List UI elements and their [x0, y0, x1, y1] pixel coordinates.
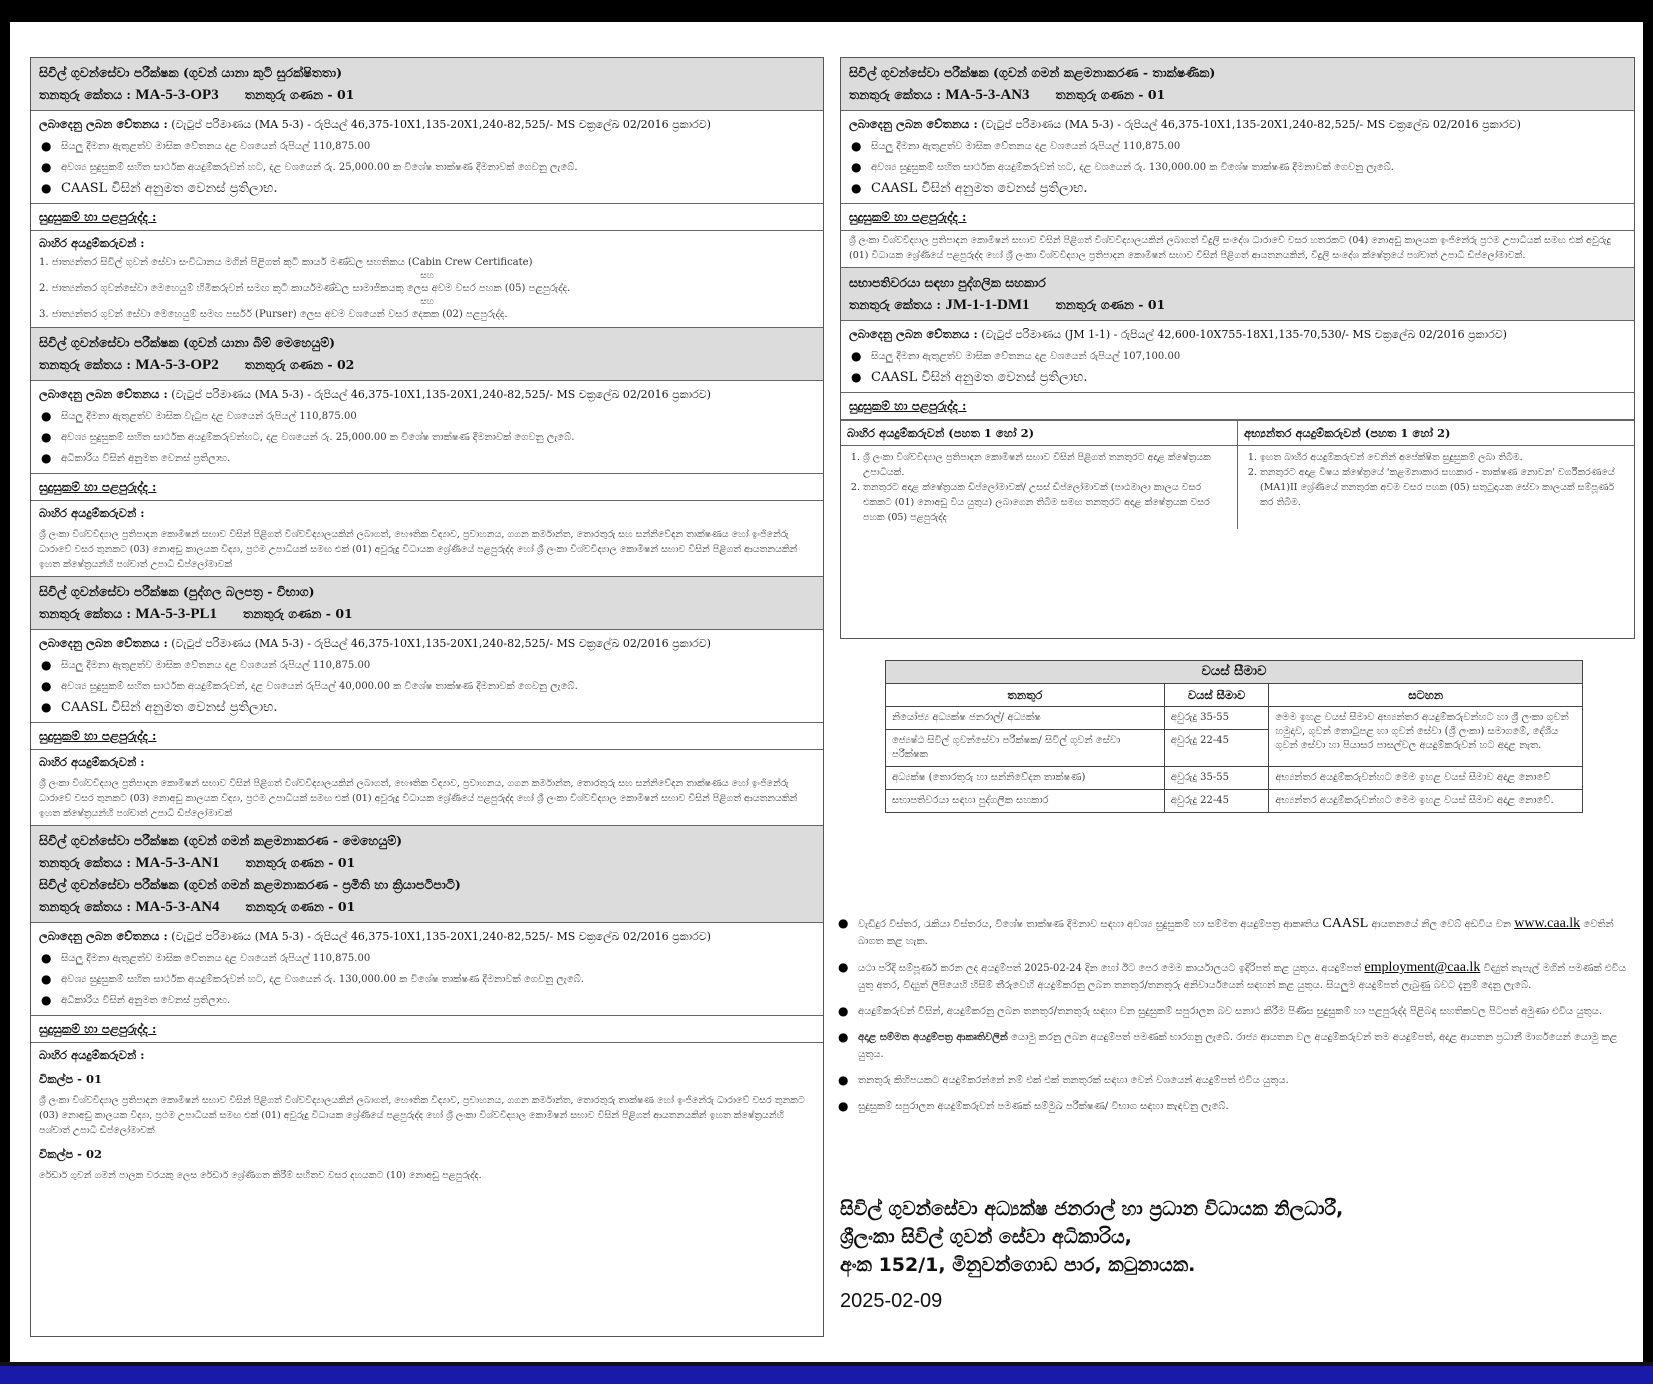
- external-list: [841, 446, 1237, 529]
- post-count: 01: [336, 87, 355, 102]
- section-header: [31, 826, 823, 923]
- note-item: ● අයදුම්කරුවන් විසින්, අයදුම්කරනු ලබන තනතුර/තනතුරු සඳහා වන සුදුසුකම් සපුරාලන බව සනාථ කිරීම පිණිස සුදුසුකම් හා පළපුරුද්ද පිළිබඳ සහතිකවල පිටපත් අමුණා එවිය යුතුය.: [838, 1003, 1628, 1020]
- code-label: තනතුරු කේතය :: [39, 855, 132, 870]
- option-1-heading: විකල්ප - 01: [39, 1072, 102, 1086]
- separator-and: සහ: [420, 297, 434, 307]
- post-code: MA-5-3-PL1: [135, 606, 218, 622]
- post-count: 01: [1147, 87, 1166, 102]
- benefit-list: [841, 346, 1634, 392]
- salary-label: ලබාදෙනු ලබන වේතනය :: [39, 117, 168, 131]
- post-count: 01: [1147, 297, 1166, 312]
- section-ground-operations: [31, 328, 823, 577]
- code-label: තනතුරු කේතය :: [849, 297, 942, 312]
- benefit-item: ● අධිකාරිය විසින් අනුමත වෙනස් ප්‍රතිලාභ.: [39, 990, 815, 1011]
- website-link[interactable]: www.caa.lk: [1514, 916, 1581, 931]
- table-row: [886, 767, 1583, 790]
- qualifications-heading: සුදුසුකම් හා පළපුරුද්ද :: [841, 392, 1634, 420]
- note-item: ● යථා පරිදි සම්පූර්ණ කරන ලද අයදුම්පත් 2025-02-24 දින හෝ ඊට පෙර මෙම කාර්යාලයට ඉදිරිපත් කළ යුතුය. අයදුම්පත් employment@caa.lk විද්‍යුත් තැපැල් මගින් පමණක් එවිය යුතු අතර, විද්‍යුත් ලිපියෙහි හිසිම් තීරුවෙහි අයදුම්කරනු ලබන තනතුර/තනතුරු අනිවාර්යයෙන් සඳහන් කළ යුතුය. සියලුම අයදුම්පත් ලැබුණු බවට දැනුම් දෙනු ලැබේ.: [838, 959, 1628, 994]
- option-2-paragraph: රේඩාර් ගුවන් ගමන් පාලක වරයකු ලෙස රේඩාර් ශ්‍රේණිගත කිරීම් සහිතව වසර දහයකට (10) නොඅඩු පළපුරුද්ද.: [39, 1170, 482, 1181]
- benefit-item: ● සියලු දීමනා ඇතුළත්ව මාසික වේතනය දළ වශයෙන් රුපියල් 110,875.00: [39, 655, 815, 676]
- section-header: [841, 268, 1634, 321]
- benefit-item: ● CAASL විසින් අනුමත වෙනස් ප්‍රතිලාභ.: [39, 178, 815, 199]
- post-count: 01: [337, 855, 356, 870]
- benefit-item: ● CAASL විසින් අනුමත වෙනස් ප්‍රතිලාභ.: [39, 697, 815, 718]
- count-label: තනතුරු ගණන -: [243, 606, 331, 621]
- qualifications-heading: සුදුසුකම් හා පළපුරුද්ද :: [31, 473, 823, 501]
- external-item: 2. තනතුරට අදාළ ක්ෂේත්‍රයක ඩිප්ලෝමාවක්/ උසස් ඩිප්ලෝමාවක් (පාඨමාලා කාලය වසර එකකට (01) නොඅඩු විය යුතුය) ලබාගෙන තිබීම සමඟ තනතුරට අදාළ ක්ෂේත්‍රයක වසර පහක (05) පළපුරුද්ද: [863, 480, 1231, 525]
- note-item: ● අදාළ සම්මත අයදුම්පත්‍ර ආකෘතිවලින් යොමු කරනු ලබන අයදුම්පත් පමණක් භාරගනු ලැබේ. රාජ්‍ය ආයතන වල අයදුම්කරුවන් තම අයදුම්පත්, අදාළ ආයතන ප්‍රධානී මාර්ගයෙන් යොමු කළ යුතුය.: [838, 1029, 1628, 1063]
- table-row: [886, 707, 1583, 730]
- section-title: සිවිල් ගුවන්සේවා පරීක්ෂක (ගුවන් යානා කුටි සුරක්ෂිතතා): [39, 65, 343, 80]
- table-cell: අවුරුදු 35-55: [1164, 767, 1269, 790]
- signature-line: අංක 152/1, මිනුවන්ගොඩ පාර, කටුනායක.: [840, 1254, 1196, 1276]
- benefit-item: ● අවශ්‍ය සුදුසුකම් සහිත සාර්ථක අයදුම්කරුවන් හට, දළ වශයෙන් රු. 130,000.00 ක විශේෂ තාක්ෂණ දීමනාවක් ගෙවනු ලැබේ.: [39, 969, 815, 990]
- benefit-item: ● අවශ්‍ය සුදුසුකම් සහිත සාර්ථක අයදුම්කරුවන් හට, දළ වශයෙන් රු. 25,000.00 ක විශේෂ තාක්ෂණ දීමනාවක් ගෙවනු ලැබේ.: [39, 157, 815, 178]
- salary-line: [31, 111, 823, 136]
- option-1-paragraph: ශ්‍රී ලංකා විශ්වවිද්‍යාල ප්‍රතිපාදන කොමිෂන් සභාව විසින් පිළිගත් විශ්වවිද්‍යාලයකින් ලබාගත්, භෞතික විද්‍යාව, ප්‍රවාහනය, ගගන කර්මාන්ත, තොරතුරු තාක්ෂණ හෝ ඉංජිනේරු ධාරාවේ වසර තුනකට (03) නොඅඩු කාලයක විද්‍යා, ප්‍රථම උපාධියක් සමඟ එක් (01) අවුරුදු විධායක ශ්‍රේණියේ පළපුරුද්ද හෝ ශ්‍රී ලංකා විශ්වවිද්‍යාල කොමිෂන් සභාව විසින් පිළිගත් ආයතනයකින් ඉහත ක්ෂේත්‍රයන්හි පශ්චාත් උපාධි ඩිප්ලෝමාවක්: [39, 1095, 805, 1136]
- section-header: [841, 58, 1634, 111]
- table-cell: අභ්‍යන්තර අයදුම්කරුවන්හට මෙම ඉහළ වයස් සීමාව අදාළ නොවේ.: [1269, 790, 1583, 813]
- count-label: තනතුරු ගණන -: [245, 855, 334, 870]
- count-label: තනතුරු ගණන -: [244, 357, 333, 372]
- option-2-heading: විකල්ප - 02: [39, 1147, 102, 1161]
- table-cell: සභාපතිවරයා සඳහා පුද්ගලික සහකාර: [886, 790, 1165, 813]
- salary-label: ලබාදෙනු ලබන වේතනය :: [39, 636, 168, 650]
- internal-heading: අභ්‍යන්තර අයදුම්කරුවන් (පහත 1 හෝ 2): [1238, 421, 1634, 446]
- left-column: [30, 57, 824, 1337]
- qualifications-heading: සුදුසුකම් හා පළපුරුද්ද :: [31, 1015, 823, 1043]
- post-code: MA-5-3-OP2: [135, 357, 219, 373]
- benefit-item: ● අවශ්‍ය සුදුසුකම් සහිත සාර්ථක අයදුම්කරුවන්, දළ වශයෙන් රුපියල් 40,000.00 ක විශේෂ තාක්ෂණ දීමනාවක් ගෙවනු ලැබේ.: [39, 676, 815, 697]
- note-item: ● තනතුරු කිහිපයකට අයදුම්කරන්නේ නම් එක් එක් තනතුරක් සඳහා වෙන් වශයෙන් අයදුම්පත් එවිය යුතුය.: [838, 1072, 1628, 1089]
- code-label: තනතුරු කේතය :: [39, 357, 132, 372]
- benefit-item: ● සියලු දීමනා ඇතුළත්ව මාසික වේතනය දළ වශයෙන් රුපියල් 110,875.00: [849, 136, 1626, 157]
- table-row: [886, 790, 1583, 813]
- qualifications-heading: සුදුසුකම් හා පළපුරුද්ද :: [31, 722, 823, 750]
- publish-date: 2025-02-09: [840, 1290, 943, 1312]
- section-title: සිවිල් ගුවන්සේවා පරීක්ෂක (ගුවන් ගමන් කළමනාකරණ - මෙහෙයුම්): [39, 833, 403, 848]
- salary-text: (වැටුප් පරිමාණය (MA 5-3) - රුපියල් 46,375-10X1,135-20X1,240-82,525/- MS චක්‍රලේඛ 02/2016 ප්‍රකාරව): [981, 118, 1521, 131]
- section-air-navigation: [31, 826, 823, 1187]
- benefit-item: ● සියලු දීමනා ඇතුළත්ව මාසික වේතනය දළ වශයෙන් රුපියල් 107,100.00: [849, 346, 1626, 367]
- benefit-item: ● CAASL විසින් අනුමත වෙනස් ප්‍රතිලාභ.: [849, 367, 1626, 388]
- external-heading: බාහිර අයදුම්කරුවන් (පහත 1 හෝ 2): [841, 421, 1237, 446]
- salary-line: [841, 111, 1634, 136]
- signature-block: [840, 1195, 1343, 1279]
- age-limit-table: [885, 660, 1583, 813]
- post-code: MA-5-3-AN4: [135, 899, 220, 915]
- age-table-header: තනතුර: [886, 684, 1165, 707]
- benefit-item: ● සියලු දීමනා ඇතුළත්ව මාසික වැටුප දළ වශයෙන් රුපියල් 110,875.00: [39, 406, 815, 427]
- code-label: තනතුරු කේතය :: [849, 87, 942, 102]
- age-table-title: වයස් සීමාව: [886, 661, 1583, 684]
- count-label: තනතුරු ගණන -: [1055, 87, 1144, 102]
- separator-and: සහ: [420, 271, 434, 281]
- benefit-item: ● CAASL විසින් අනුමත වෙනස් ප්‍රතිලාභ.: [849, 178, 1626, 199]
- post-code: MA-5-3-AN1: [135, 855, 220, 871]
- signature-line: ශ්‍රීලංකා සිවිල් ගුවන් සේවා අධිකාරිය,: [840, 1226, 1132, 1248]
- internal-column: [1238, 421, 1634, 529]
- salary-line: [31, 923, 823, 948]
- salary-label: ලබාදෙනු ලබන වේතනය :: [39, 929, 168, 943]
- post-count: 01: [337, 899, 356, 914]
- table-cell: අවුරුදු 35-55: [1164, 707, 1269, 730]
- signature-line: සිවිල් ගුවන්සේවා අධ්‍යක්ෂ ජනරාල් හා ප්‍රධාන විධායක නිලධාරී,: [840, 1198, 1344, 1220]
- benefit-item: ● සියලු දීමනා ඇතුළත්ව මාසික වේතනය දළ වශයෙන් රුපියල් 110,875.00: [39, 948, 815, 969]
- section-header: [31, 58, 823, 111]
- salary-line: [841, 321, 1634, 346]
- qualification-paragraph: ශ්‍රී ලංකා විශ්වවිද්‍යාල ප්‍රතිපාදන කොමිෂන් සභාව විසින් පිළිගත් විශ්වවිද්‍යාලයකින් ලබාගත් විදුලි සංදේශ ධාරාවේ වසර හතරකට (04) නොඅඩු කාලයක ඉංජිනේරු ප්‍රථම උපාධියක් සමඟ එක් අවුරුදු (01) විධායක ශ්‍රේණියේ පළපුරුද්ද හෝ ශ්‍රී ලංකා විශ්වවිද්‍යාල ප්‍රතිපාදන කොමිෂන් සභාව විසින් පිළිගත් ආයතනයකින්, විදුලි සංදේශ ක්ෂේත්‍රයේ පශ්චාත් උපාධි ඩිප්ලෝමාවක්.: [849, 235, 1611, 261]
- qualification-item: 2. ජාත්‍යන්තර ගුවන්සේවා මෙහෙයුම් හිමිකරුවන් සමඟ කුටි කාර්යමණ්ඩල සාමාජිකයකු ලෙස අවම වසර පහක (05) පළපුරුද්ද.: [39, 283, 571, 294]
- qualification-paragraph: ශ්‍රී ලංකා විශ්වවිද්‍යාල ප්‍රතිපාදන කොමිෂන් සභාව විසින් පිළිගත් විශ්වවිද්‍යාලයකින් ලබාගත්, භෞතික විද්‍යාව, ප්‍රවාහනය, ගගන කර්මාන්ත, තොරතුරු සහ සන්නිවේදන තාක්ෂණය හෝ ඉංජිනේරු ධාරාවේ වසර තුනකට (03) නොඅඩු කාලයක විද්‍යා, ප්‍රථම උපාධියක් සමඟ එක් (01) අවුරුදු විධායක ශ්‍රේණියේ පළපුරුද්ද හෝ ශ්‍රී ලංකා විශ්වවිද්‍යාල කොමිෂන් සභාව විසින් පිළිගත් ආයතනයකින් ඉහත ක්ෂේත්‍රයන්හි පශ්චාත් උපාධි ඩිප්ලෝමාවක්: [39, 778, 798, 819]
- benefit-item: ● අවශ්‍ය සුදුසුකම් සහිත සාර්ථක අයදුම්කරුවන් හට, දළ වශයෙන් රු. 130,000.00 ක විශේෂ තාක්ෂණ දීමනාවක් ගෙවනු ලැබේ.: [849, 157, 1626, 178]
- salary-text: (වැටුප් පරිමාණය (MA 5-3) - රුපියල් 46,375-10X1,135-20X1,240-82,525/- MS චක්‍රලේඛ 02/2016 ප්‍රකාරව): [171, 118, 711, 131]
- email-link[interactable]: employment@caa.lk: [1364, 960, 1481, 975]
- caasl-text: CAASL: [1322, 916, 1369, 931]
- table-cell: අවුරුදු 22-45: [1164, 790, 1269, 813]
- section-atm-technical: [841, 58, 1634, 268]
- external-heading: බාහිර අයදුම්කරුවන් :: [39, 755, 145, 769]
- section-title: සිවිල් ගුවන්සේවා පරීක්ෂක (ගුවන් යානා බිම් මෙහෙයුම්): [39, 335, 336, 350]
- count-label: තනතුරු ගණන -: [1055, 297, 1144, 312]
- post-count: 02: [336, 357, 355, 372]
- external-heading: බාහිර අයදුම්කරුවන් :: [39, 506, 145, 520]
- qualification-list: [31, 255, 823, 327]
- code-label: තනතුරු කේතය :: [39, 87, 132, 102]
- section-title: සිවිල් ගුවන්සේවා පරීක්ෂක (පුද්ගල බලපත්‍ර - විභාග): [39, 584, 315, 599]
- internal-item: 1. ඉහත බාහිර අයදුම්කරුවන් වෙනින් අපේක්ෂිත සුදුසුකම් ලබා තිබීම.: [1260, 450, 1628, 465]
- benefit-item: ● සියලු දීමනා ඇතුළත්ව මාසික වේතනය දළ වශයෙන් රුපියල් 110,875.00: [39, 136, 815, 157]
- section-personal-assistant: [841, 268, 1634, 529]
- table-cell: නියෝජ්‍ය අධ්‍යක්ෂ ජනරාල්/ අධ්‍යක්ෂ: [886, 707, 1165, 730]
- benefit-item: ● අවශ්‍ය සුදුසුකම් සහිත සාර්ථක අයදුම්කරුවන්හට, දළ වශයෙන් රු. 25,000.00 ක විශේෂ තාක්ෂණ දීමනාවක් ගෙවනු ලැබේ.: [39, 427, 815, 448]
- salary-text: (වැටුප් පරිමාණය (MA 5-3) - රුපියල් 46,375-10X1,135-20X1,240-82,525/- MS චක්‍රලේඛ 02/2016 ප්‍රකාරව): [171, 637, 711, 650]
- count-label: තනතුරු ගණන -: [244, 87, 333, 102]
- qualifications-heading: සුදුසුකම් හා පළපුරුද්ද :: [31, 203, 823, 231]
- salary-text: (වැටුප් පරිමාණය (MA 5-3) - රුපියල් 46,375-10X1,135-20X1,240-82,525/- MS චක්‍රලේඛ 02/2016 ප්‍රකාරව): [171, 388, 711, 401]
- salary-text: (වැටුප් පරිමාණය (MA 5-3) - රුපියල් 46,375-10X1,135-20X1,240-82,525/- MS චක්‍රලේඛ 02/2016 ප්‍රකාරව): [171, 930, 711, 943]
- internal-list: [1238, 446, 1634, 514]
- age-table-header: සටහන: [1269, 684, 1583, 707]
- code-label: තනතුරු කේතය :: [39, 606, 132, 621]
- qualifications-heading: සුදුසුකම් හා පළපුරුද්ද :: [841, 203, 1634, 231]
- benefit-item: ● අධිකාරිය විසින් අනුමත වෙනස් ප්‍රතිලාභ.: [39, 448, 815, 469]
- section-header: [31, 328, 823, 381]
- age-table-header: වයස් සීමාව: [1164, 684, 1269, 707]
- salary-label: ලබාදෙනු ලබන වේතනය :: [849, 117, 978, 131]
- post-code: MA-5-3-AN3: [945, 87, 1030, 103]
- internal-item: 2. තනතුරට අදාළ විෂය ක්ෂේත්‍රයේ 'කළමනාකාර සහකාර - තාක්ෂණ නොවන' වර්ගීකරණයේ (MA1)II ශ්‍රේණියේ තනතුරක අවම වසර පහක (05) සතුටුදායක සේවා කාලයක් සම්පූර්ණ කර තිබීම.: [1260, 465, 1628, 510]
- section-title: සිවිල් ගුවන්සේවා පරීක්ෂක (ගුවන් ගමන් කළමනාකරණ - ප්‍රමිති හා ක්‍රියාපටිපාටි): [39, 877, 461, 892]
- salary-line: [31, 381, 823, 406]
- salary-text: (වැටුප් පරිමාණය (JM 1-1) - රුපියල් 42,600-10X755-18X1,135-70,530/- MS චක්‍රලේඛ 02/2016 ප්‍රකාරව): [981, 328, 1507, 341]
- qualification-two-column: [841, 420, 1634, 529]
- post-count: 01: [335, 606, 353, 621]
- section-header: [31, 577, 823, 630]
- benefit-list: [31, 655, 823, 722]
- section-cabin-safety: [31, 58, 823, 328]
- external-item: 1. ශ්‍රී ලංකා විශ්වවිද්‍යාල ප්‍රතිපාදන කොමිෂන් සභාව විසින් පිළිගත් තනතුරට අදාළ ක්ෂේත්‍රයක උපාධියක්.: [863, 450, 1231, 480]
- salary-line: [31, 630, 823, 655]
- table-cell: ජ්‍යෙෂ්ඨ සිවිල් ගුවන්සේවා පරීක්ෂක/ සිවිල් ගුවන් සේවා පරීක්ෂක: [886, 730, 1165, 767]
- qualification-item: 3. ජාත්‍යන්තර ගුවන් සේවා මෙහෙයුම් සමඟ පර්සර් (Purser) ලෙස අවම වශයෙන් වසර දෙකක (02) පළපුරුද්ද.: [39, 309, 508, 320]
- benefit-list: [31, 136, 823, 203]
- benefit-list: [31, 406, 823, 473]
- qualification-item: 1. ජාත්‍යන්තර සිවිල් ගුවන් සේවා සංවිධානය මගින් පිළිගත් කුටි කාර්ය මණ්ඩල සහතිකය (Cabin Crew Certificate): [39, 257, 533, 268]
- table-cell: අධ්‍යක්ෂ (තොරතුරු හා සන්නිවේදන තාක්ෂණ): [886, 767, 1165, 790]
- post-code: JM-1-1-DM1: [945, 297, 1030, 313]
- code-label: තනතුරු කේතය :: [39, 899, 132, 914]
- table-cell: මෙම ඉහළ වයස් සීමාව අභ්‍යන්තර අයදුම්කරුවන්හට හා ශ්‍රී ලංකා ගුවන් හමුදාව, ගුවන් තොටුපළ හා ගුවන් සේවා (ශ්‍රී ලංකා) සමාගමේ, දේශීය ගුවන් සේවා හා පියාසර පාසල්වල අයදුම්කරුවන් හට අදාළ නැත.: [1269, 707, 1583, 767]
- benefit-list: [31, 948, 823, 1015]
- note-item: ● වැඩිදුර විස්තර, රැකියා විස්තරය, විශේෂ තාක්ෂණ දීමනාව සඳහා අවශ්‍ය සුදුසුකම් හා සම්මත අයදුම්පත්‍ර ආකෘතිය CAASL ආයතනයේ නිල වෙබ් අඩවිය වන www.caa.lk වෙතින් බාගත කළ හැක.: [838, 915, 1628, 950]
- bottom-blue-bar: [0, 1366, 1653, 1384]
- table-cell: අවුරුදු 22-45: [1164, 730, 1269, 767]
- note-item: ● සුදුසුකම් සපුරාලන අයදුම්කරුවන් පමණක් සම්මුඛ පරීක්ෂණ/ විභාග සඳහා කැඳවනු ලැබේ.: [838, 1098, 1628, 1115]
- section-title: සභාපතිවරයා සඳහා පුද්ගලික සහකාර: [849, 275, 1046, 290]
- external-heading: බාහිර අයදුම්කරුවන් :: [39, 236, 145, 250]
- benefit-list: [841, 136, 1634, 203]
- salary-label: ලබාදෙනු ලබන වේතනය :: [39, 387, 168, 401]
- external-column: [841, 421, 1238, 529]
- table-cell: අභ්‍යන්තර අයදුම්කරුවන්හට මෙම ඉහළ වයස් සීමාව අදාළ නොවේ: [1269, 767, 1583, 790]
- external-heading: බාහිර අයදුම්කරුවන් :: [39, 1048, 145, 1062]
- notes-section: [838, 915, 1628, 1124]
- qualification-paragraph: ශ්‍රී ලංකා විශ්වවිද්‍යාල ප්‍රතිපාදන කොමිෂන් සභාව විසින් පිළිගත් විශ්වවිද්‍යාලයකින් ලබාගත්, භෞතික විද්‍යාව, ප්‍රවාහනය, ගගන කර්මාන්ත, තොරතුරු සහ සන්නිවේදන තාක්ෂණය හෝ ඉංජිනේරු ධාරාවේ වසර තුනකට (03) නොඅඩු කාලයක විද්‍යා, ප්‍රථම උපාධියක් සමඟ එක් (01) අවුරුදු විධායක ශ්‍රේණියේ පළපුරුද්ද හෝ ශ්‍රී ලංකා විශ්වවිද්‍යාල කොමිෂන් සභාව විසින් පිළිගත් ආයතනයකින් ඉහත ක්ෂේත්‍රයන්හි පශ්චාත් උපාධි ඩිප්ලෝමාවක්: [39, 529, 798, 570]
- section-title: සිවිල් ගුවන්සේවා පරීක්ෂක (ගුවන් ගමන් කළමනාකරණ - තාක්ෂණික): [849, 65, 1216, 80]
- right-column-box: [840, 57, 1635, 639]
- section-personnel-licensing: [31, 577, 823, 826]
- post-code: MA-5-3-OP3: [135, 87, 219, 103]
- count-label: තනතුරු ගණන -: [245, 899, 334, 914]
- salary-label: ලබාදෙනු ලබන වේතනය :: [849, 327, 978, 341]
